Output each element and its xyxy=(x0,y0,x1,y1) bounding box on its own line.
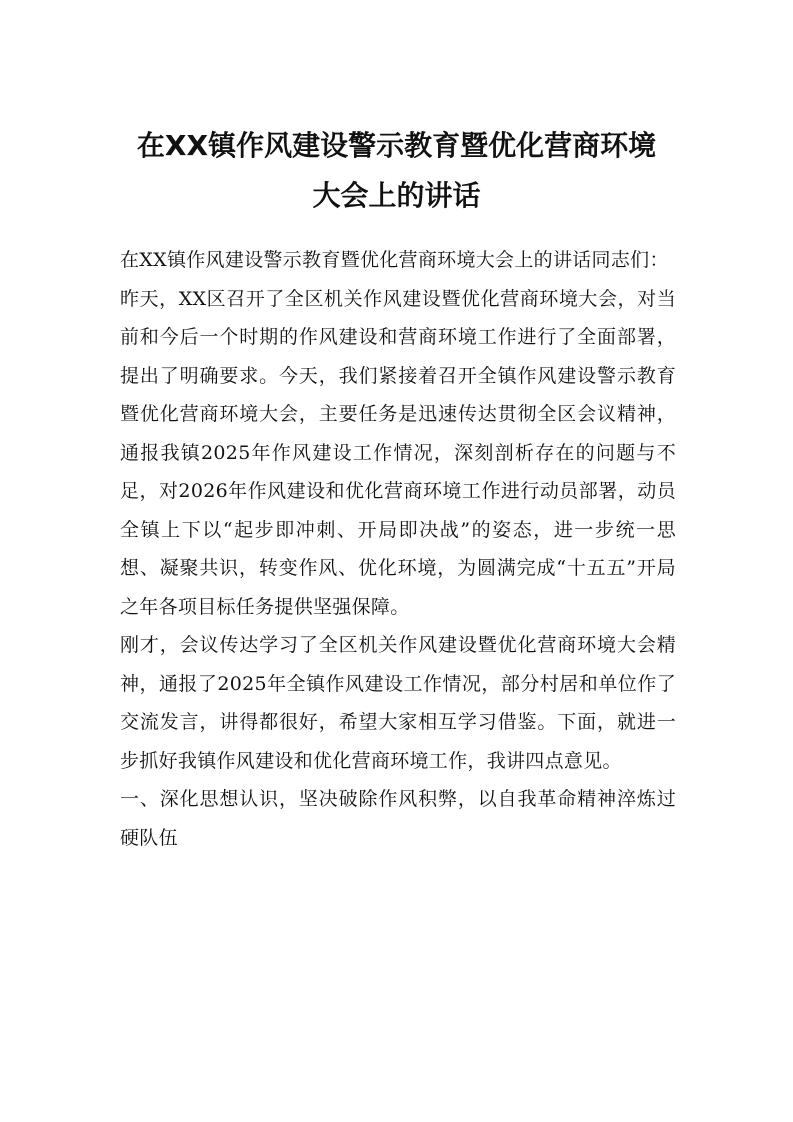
paragraph-meeting-summary: 刚才，会议传达学习了全区机关作风建设暨优化营商环境大会精神，通报了2025年全镇作风建设工作情况，部分村居和单位作了交流发言，讲得都很好，希望大家相互学习借鉴。下面，就进一步抓好我镇作风建设和优化营商环境工作，我讲四点意见。 xyxy=(120,634,676,772)
document-title-line-1: 在XX镇作风建设警示教育暨优化营商环境 xyxy=(136,129,657,162)
paragraph-opening: 在XX镇作风建设警示教育暨优化营商环境大会上的讲话同志们： xyxy=(120,249,669,271)
document-title-line-2: 大会上的讲话 xyxy=(312,179,481,212)
paragraph-background: 昨天，XX区召开了全区机关作风建设暨优化营商环境大会，对当前和今后一个时期的作风建设和营商环境工作进行了全面部署，提出了明确要求。今天，我们紧接着召开全镇作风建设警示教育暨优化营商环境大会，主要任务是迅速传达贯彻全区会议精神，通报我镇2025年作风建设工作情况，深刻剖析存在的问题与不足，对2026年作风建设和优化营商环境工作进行动员部署，动员全镇上下以“起步即冲刺、开局即决战”的姿态，进一步统一思想、凝聚共识，转变作风、优化环境，为圆满完成“十五五”开局之年各项目标任务提供坚强保障。 xyxy=(120,287,676,618)
section-heading-1: 一、深化思想认识，坚决破除作风积弊，以自我革命精神淬炼过硬队伍 xyxy=(120,788,676,849)
document-body xyxy=(120,241,676,857)
